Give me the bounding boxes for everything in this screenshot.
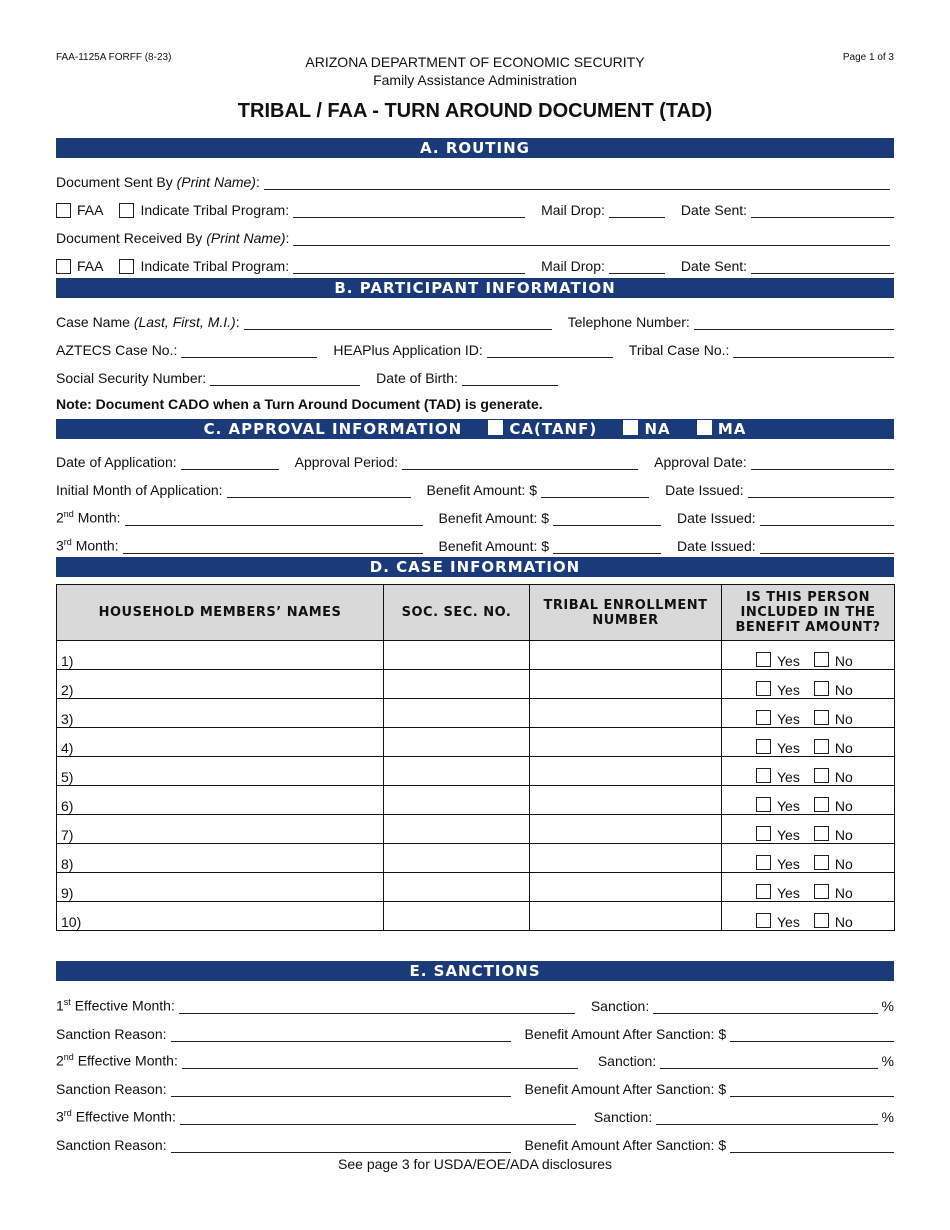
- ssn-dob-row: [56, 364, 894, 386]
- sent-by-row: [56, 168, 894, 190]
- na-checkbox[interactable]: [623, 420, 638, 435]
- no-label: No: [834, 856, 853, 872]
- second-benefit-after-label: Benefit Amount After Sanction: $: [524, 1081, 727, 1097]
- received-by-row: [56, 224, 894, 246]
- dob-label: Date of Birth:: [376, 370, 458, 386]
- table-row: [57, 815, 895, 844]
- col-included: IS THIS PERSON INCLUDED IN THE BENEFIT AMOUNT?: [722, 585, 895, 641]
- member-tribal-cell[interactable]: [530, 670, 722, 699]
- application-row: [56, 448, 894, 470]
- yes-label: Yes: [777, 885, 800, 901]
- included-cell: [722, 815, 895, 844]
- sent-tribal-label: Indicate Tribal Program:: [140, 202, 290, 218]
- received-faa-label: FAA: [77, 258, 104, 274]
- section-a-heading: A. ROUTING: [56, 138, 894, 158]
- no-checkbox[interactable]: [814, 652, 829, 667]
- no-label: No: [834, 769, 853, 785]
- sent-date-label: Date Sent:: [680, 202, 748, 218]
- sent-mail-drop-label: Mail Drop:: [541, 202, 605, 218]
- third-sanction-input[interactable]: [656, 1108, 877, 1125]
- table-row: [57, 902, 895, 931]
- no-label: No: [834, 914, 853, 930]
- benefit-amount-2-input[interactable]: [553, 509, 661, 526]
- received-tribal-input[interactable]: [293, 257, 525, 274]
- member-ssn-cell[interactable]: [384, 757, 530, 786]
- included-cell: [722, 786, 895, 815]
- yes-checkbox[interactable]: [756, 884, 771, 899]
- included-cell: [722, 670, 895, 699]
- date-issued-1-label: Date Issued:: [665, 482, 744, 498]
- second-sanction-input[interactable]: [660, 1052, 877, 1069]
- date-issued-3-input[interactable]: [760, 537, 894, 554]
- date-issued-1-input[interactable]: [748, 481, 894, 498]
- row-number: 3): [61, 711, 74, 727]
- received-date-input[interactable]: [751, 257, 894, 274]
- case-name-input[interactable]: [244, 313, 552, 330]
- sent-by-label: Document Sent By (Print Name):: [56, 174, 260, 190]
- section-e-heading: E. SANCTIONS: [56, 961, 894, 981]
- first-effective-input[interactable]: [179, 997, 575, 1014]
- initial-month-row: [56, 476, 894, 498]
- received-tribal-label: Indicate Tribal Program:: [140, 258, 290, 274]
- no-label: No: [834, 740, 853, 756]
- third-month-label: 3rd Month:: [56, 537, 119, 554]
- section-c-heading: [56, 419, 894, 439]
- second-month-label: 2nd Month:: [56, 509, 121, 526]
- yes-label: Yes: [777, 798, 800, 814]
- yes-checkbox[interactable]: [756, 855, 771, 870]
- received-program-row: [56, 252, 894, 274]
- heaplus-label: HEAPlus Application ID:: [333, 342, 483, 358]
- included-cell: [722, 699, 895, 728]
- yes-checkbox[interactable]: [756, 913, 771, 928]
- received-by-label: Document Received By (Print Name):: [56, 230, 290, 246]
- page-number: Page 1 of 3: [842, 52, 894, 63]
- member-name-cell[interactable]: [57, 728, 384, 757]
- member-name-cell[interactable]: [57, 902, 384, 931]
- household-table-header: [57, 585, 895, 641]
- date-of-application-label: Date of Application:: [56, 454, 177, 470]
- yes-checkbox[interactable]: [756, 739, 771, 754]
- second-reason-row: [56, 1075, 894, 1097]
- initial-month-input[interactable]: [227, 481, 411, 498]
- section-c-title: C. APPROVAL INFORMATION: [203, 420, 463, 438]
- member-ssn-cell[interactable]: [384, 815, 530, 844]
- no-checkbox[interactable]: [814, 768, 829, 783]
- telephone-input[interactable]: [694, 313, 894, 330]
- yes-label: Yes: [777, 827, 800, 843]
- no-checkbox[interactable]: [814, 739, 829, 754]
- third-month-row: [56, 532, 894, 554]
- member-ssn-cell[interactable]: [384, 873, 530, 902]
- ssn-input[interactable]: [210, 369, 360, 386]
- second-effective-row: [56, 1047, 894, 1069]
- approval-date-label: Approval Date:: [654, 454, 747, 470]
- included-cell: [722, 844, 895, 873]
- initial-month-label: Initial Month of Application:: [56, 482, 223, 498]
- no-checkbox[interactable]: [814, 826, 829, 841]
- no-checkbox[interactable]: [814, 681, 829, 696]
- included-cell: [722, 757, 895, 786]
- page-title: TRIBAL / FAA - TURN AROUND DOCUMENT (TAD): [237, 100, 713, 122]
- col-names: HOUSEHOLD MEMBERS’ NAMES: [57, 585, 384, 641]
- table-row: [57, 786, 895, 815]
- table-row: [57, 757, 895, 786]
- dob-input[interactable]: [462, 369, 558, 386]
- table-row: [57, 641, 895, 670]
- second-reason-input[interactable]: [171, 1080, 511, 1097]
- no-checkbox[interactable]: [814, 710, 829, 725]
- row-number: 6): [61, 798, 74, 814]
- first-effective-label: 1st Effective Month:: [56, 997, 175, 1014]
- yes-label: Yes: [777, 914, 800, 930]
- yes-checkbox[interactable]: [756, 826, 771, 841]
- member-ssn-cell[interactable]: [384, 844, 530, 873]
- division-name: Family Assistance Administration: [373, 72, 577, 88]
- no-label: No: [834, 682, 853, 698]
- received-mail-drop-input[interactable]: [609, 257, 665, 274]
- yes-checkbox[interactable]: [756, 768, 771, 783]
- second-effective-label: 2nd Effective Month:: [56, 1052, 178, 1069]
- no-label: No: [834, 827, 853, 843]
- sent-faa-checkbox[interactable]: [56, 203, 71, 218]
- yes-label: Yes: [777, 740, 800, 756]
- row-number: 1): [61, 653, 74, 669]
- table-row: [57, 670, 895, 699]
- yes-label: Yes: [777, 653, 800, 669]
- yes-checkbox[interactable]: [756, 710, 771, 725]
- first-effective-row: [56, 992, 894, 1014]
- member-name-cell[interactable]: [57, 641, 384, 670]
- member-name-cell[interactable]: [57, 670, 384, 699]
- no-checkbox[interactable]: [814, 884, 829, 899]
- yes-checkbox[interactable]: [756, 652, 771, 667]
- no-checkbox[interactable]: [814, 855, 829, 870]
- member-ssn-cell[interactable]: [384, 641, 530, 670]
- row-number: 10): [61, 914, 82, 930]
- table-row: [57, 699, 895, 728]
- member-tribal-cell[interactable]: [530, 757, 722, 786]
- member-ssn-cell[interactable]: [384, 786, 530, 815]
- third-benefit-after-input[interactable]: [730, 1136, 894, 1153]
- row-number: 4): [61, 740, 74, 756]
- received-mail-drop-label: Mail Drop:: [541, 258, 605, 274]
- second-month-row: [56, 504, 894, 526]
- benefit-amount-2-label: Benefit Amount: $: [438, 510, 550, 526]
- member-ssn-cell[interactable]: [384, 902, 530, 931]
- no-checkbox[interactable]: [814, 913, 829, 928]
- member-ssn-cell[interactable]: [384, 670, 530, 699]
- aztecs-label: AZTECS Case No.:: [56, 342, 178, 358]
- no-label: No: [834, 885, 853, 901]
- row-number: 9): [61, 885, 74, 901]
- no-label: No: [834, 653, 853, 669]
- third-effective-input[interactable]: [180, 1108, 576, 1125]
- second-benefit-after-input[interactable]: [730, 1080, 894, 1097]
- na-label: NA: [644, 420, 671, 438]
- included-cell: [722, 873, 895, 902]
- no-checkbox[interactable]: [814, 797, 829, 812]
- first-sanction-label: Sanction:: [590, 998, 650, 1014]
- first-reason-row: [56, 1020, 894, 1042]
- first-benefit-after-label: Benefit Amount After Sanction: $: [524, 1026, 727, 1042]
- member-ssn-cell[interactable]: [384, 728, 530, 757]
- yes-checkbox[interactable]: [756, 797, 771, 812]
- agency-block: [0, 53, 950, 89]
- form-id: FAA-1125A FORFF (8-23): [56, 52, 172, 63]
- second-effective-input[interactable]: [182, 1052, 578, 1069]
- second-percent: %: [881, 1053, 894, 1069]
- second-sanction-label: Sanction:: [597, 1053, 657, 1069]
- table-row: [57, 873, 895, 902]
- benefit-amount-3-input[interactable]: [553, 537, 661, 554]
- col-tribal-enrollment: TRIBAL ENROLLMENT NUMBER: [530, 585, 722, 641]
- sent-faa-label: FAA: [77, 202, 104, 218]
- heaplus-input[interactable]: [487, 341, 613, 358]
- received-date-label: Date Sent:: [680, 258, 748, 274]
- no-label: No: [834, 711, 853, 727]
- third-benefit-after-label: Benefit Amount After Sanction: $: [524, 1137, 727, 1153]
- member-tribal-cell[interactable]: [530, 873, 722, 902]
- member-name-cell[interactable]: [57, 786, 384, 815]
- included-cell: [722, 902, 895, 931]
- row-number: 5): [61, 769, 74, 785]
- yes-label: Yes: [777, 856, 800, 872]
- household-table: [56, 584, 895, 931]
- agency-name: ARIZONA DEPARTMENT OF ECONOMIC SECURITY: [305, 54, 645, 70]
- third-reason-input[interactable]: [171, 1136, 511, 1153]
- first-benefit-after-input[interactable]: [730, 1025, 894, 1042]
- benefit-amount-1-label: Benefit Amount: $: [426, 482, 538, 498]
- telephone-label: Telephone Number:: [567, 314, 690, 330]
- member-name-cell[interactable]: [57, 844, 384, 873]
- section-b-heading: B. PARTICIPANT INFORMATION: [56, 278, 894, 298]
- date-of-application-input[interactable]: [181, 453, 279, 470]
- sent-tribal-input[interactable]: [293, 201, 525, 218]
- member-tribal-cell[interactable]: [530, 844, 722, 873]
- date-issued-2-input[interactable]: [760, 509, 894, 526]
- case-name-label: Case Name (Last, First, M.I.):: [56, 314, 240, 330]
- received-by-input[interactable]: [293, 229, 890, 246]
- yes-label: Yes: [777, 682, 800, 698]
- second-month-input[interactable]: [125, 509, 423, 526]
- included-cell: [722, 641, 895, 670]
- cado-note: Note: Document CADO when a Turn Around Document (TAD) is generate.: [56, 396, 543, 412]
- third-reason-row: [56, 1131, 894, 1153]
- aztecs-input[interactable]: [181, 341, 317, 358]
- member-tribal-cell[interactable]: [530, 786, 722, 815]
- third-effective-label: 3rd Effective Month:: [56, 1108, 176, 1125]
- third-sanction-label: Sanction:: [593, 1109, 653, 1125]
- member-tribal-cell[interactable]: [530, 815, 722, 844]
- third-percent: %: [881, 1109, 894, 1125]
- ssn-label: Social Security Number:: [56, 370, 207, 386]
- received-faa-checkbox[interactable]: [56, 259, 71, 274]
- table-row: [57, 844, 895, 873]
- included-cell: [722, 728, 895, 757]
- yes-label: Yes: [777, 769, 800, 785]
- member-ssn-cell[interactable]: [384, 699, 530, 728]
- ca-tanf-checkbox[interactable]: [488, 420, 503, 435]
- yes-label: Yes: [777, 711, 800, 727]
- member-name-cell[interactable]: [57, 757, 384, 786]
- third-reason-label: Sanction Reason:: [56, 1137, 167, 1153]
- member-tribal-cell[interactable]: [530, 728, 722, 757]
- member-name-cell[interactable]: [57, 699, 384, 728]
- tribal-case-input[interactable]: [733, 341, 894, 358]
- member-tribal-cell[interactable]: [530, 699, 722, 728]
- first-reason-label: Sanction Reason:: [56, 1026, 167, 1042]
- sent-mail-drop-input[interactable]: [609, 201, 665, 218]
- section-d-heading: D. CASE INFORMATION: [56, 557, 894, 577]
- approval-period-label: Approval Period:: [294, 454, 399, 470]
- third-month-input[interactable]: [123, 537, 423, 554]
- date-issued-2-label: Date Issued:: [677, 510, 756, 526]
- member-tribal-cell[interactable]: [530, 641, 722, 670]
- member-name-cell[interactable]: [57, 873, 384, 902]
- sent-date-input[interactable]: [751, 201, 894, 218]
- sent-program-row: [56, 196, 894, 218]
- case-name-row: [56, 308, 894, 330]
- first-percent: %: [881, 998, 894, 1014]
- received-tribal-checkbox[interactable]: [119, 259, 134, 274]
- approval-date-input[interactable]: [751, 453, 894, 470]
- ca-tanf-label: CA(TANF): [509, 420, 598, 438]
- sent-tribal-checkbox[interactable]: [119, 203, 134, 218]
- benefit-amount-1-input[interactable]: [541, 481, 649, 498]
- row-number: 8): [61, 856, 74, 872]
- first-sanction-input[interactable]: [653, 997, 877, 1014]
- row-number: 2): [61, 682, 74, 698]
- no-label: No: [834, 798, 853, 814]
- member-tribal-cell[interactable]: [530, 902, 722, 931]
- approval-period-input[interactable]: [402, 453, 638, 470]
- member-name-cell[interactable]: [57, 815, 384, 844]
- table-row: [57, 728, 895, 757]
- third-effective-row: [56, 1103, 894, 1125]
- col-ssn: SOC. SEC. NO.: [384, 585, 530, 641]
- footer-disclosure: See page 3 for USDA/EOE/ADA disclosures: [338, 1156, 612, 1172]
- benefit-amount-3-label: Benefit Amount: $: [438, 538, 550, 554]
- sent-by-input[interactable]: [264, 173, 890, 190]
- ma-checkbox[interactable]: [697, 420, 712, 435]
- date-issued-3-label: Date Issued:: [677, 538, 756, 554]
- tribal-case-label: Tribal Case No.:: [628, 342, 730, 358]
- first-reason-input[interactable]: [171, 1025, 511, 1042]
- ma-label: MA: [717, 420, 747, 438]
- yes-checkbox[interactable]: [756, 681, 771, 696]
- second-reason-label: Sanction Reason:: [56, 1081, 167, 1097]
- row-number: 7): [61, 827, 74, 843]
- case-numbers-row: [56, 336, 894, 358]
